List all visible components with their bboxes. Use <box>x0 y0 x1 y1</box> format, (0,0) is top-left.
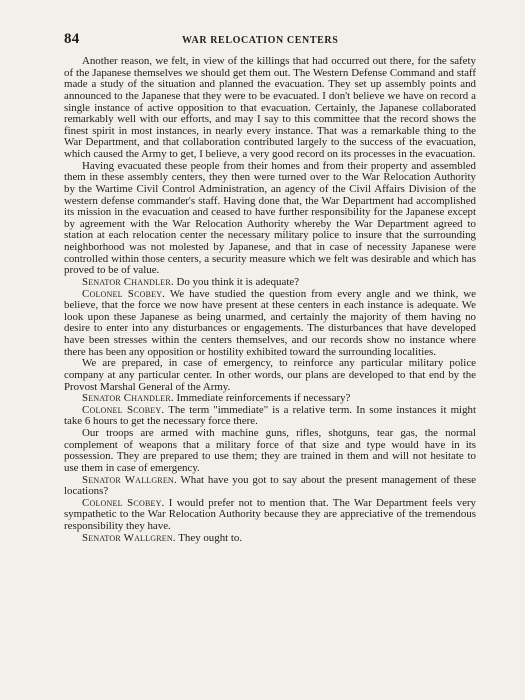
paragraph-text: Having evacuated these people from their homes and from their property and assembled them in these assembly centers, they then were turned over to the War Relocation Authority by the Wartime Civil Control Administration, an agency of the Civil Affairs Division of the western defense commander's staff. Having done that, the War Department had accomplished its mission in the evacuation and ceased to have further responsibility for the Japanese except by agreement with the War Relocation Authority whereby the War Department agreed to station at each relocation center the necessary military police to insure that the surrounding neighborhood was not molested by Japanese, and that in case of necessity Japanese were controlled within those centers, a security measure which we felt was desirable and which has proved to be of value. <box>64 159 476 277</box>
paragraph-text: They ought to. <box>178 531 243 544</box>
speaker-name: Senator Wallgren. <box>82 473 177 486</box>
paragraph-text: Do you think it is adequate? <box>176 275 300 288</box>
paragraph-text: What have you got to say about the present management of these locations? <box>64 473 476 498</box>
paragraph-text: Another reason, we felt, in view of the killings that had occurred out there, for the safety of the Japanese themselves we should get them out. The Western Defense Command and staff made a study of the situation and planned the evacuation. They set up assembly points and announced to the Japanese that they were to be evacuated. I don't believe we have on record a single instance of active opposition to that evacuation. Certainly, the Japanese collaborated remarkably well with our efforts, and may I say to this committee that the record shows the finest spirit in most instances, in nearly every instance. That was a remarkable thing to the War Department, and that collaboration contributed largely to the success of the evacuation, which caused the Army to get, I believe, a very good record on its processes in the evacuation. <box>64 55 476 160</box>
paragraph <box>64 358 476 393</box>
paragraph <box>64 428 476 475</box>
paragraph-text: Our troops are armed with machine guns, rifles, shotguns, tear gas, the normal complement of weapons that a military force of that size and type would have in its possession. They are prepared to use them; they are trained in them and will not hesitate to use them in case of emergency. <box>64 427 476 474</box>
paragraph <box>64 161 476 277</box>
body-text <box>64 56 476 544</box>
running-head: WAR RELOCATION CENTERS <box>182 35 339 46</box>
speaker-name: Colonel Scobey. <box>82 287 166 300</box>
paragraph-text: Immediate reinforcements if necessary? <box>176 392 351 405</box>
page-header <box>60 31 480 51</box>
speaker-name: Colonel Scobey. <box>82 403 165 416</box>
page-number: 84 <box>64 31 80 47</box>
paragraph-text: We are prepared, in case of emergency, to reinforce any particular military police company at any particular center. In other words, our plans are developed to that end by the Provost Marshal General of the Army. <box>64 357 476 393</box>
paragraph <box>64 533 476 545</box>
paragraph <box>64 56 476 161</box>
paragraph-text: We have studied the question from every angle and we think, we believe, that the force we now have present at these centers in each instance is adequate. We look upon these Japanese as being unarmed, and certainly the majority of them having no desire to enter into any disturbances or engagements. The disturbances that have developed have been stresses within the centers themselves, and our records show no instance where there has been any opposition or hostility exhibited toward the surrounding localities. <box>64 287 477 358</box>
paragraph-text: I would prefer not to mention that. The War Department feels very sympathetic to the War Relocation Authority because they are appreciative of the tremendous responsibility they have. <box>64 496 476 532</box>
speaker-name: Senator Chandler. <box>82 275 174 288</box>
speaker-name: Senator Wallgren. <box>82 531 176 544</box>
paragraph <box>64 475 476 498</box>
speaker-name: Senator Chandler. <box>82 392 174 405</box>
paragraph <box>64 405 476 428</box>
speaker-name: Colonel Scobey. <box>82 496 165 509</box>
paragraph <box>64 498 476 533</box>
paragraph-text: The term "immediate" is a relative term. In some instances it might take 6 hours to get the necessary force there. <box>64 403 477 428</box>
paragraph <box>64 289 476 359</box>
